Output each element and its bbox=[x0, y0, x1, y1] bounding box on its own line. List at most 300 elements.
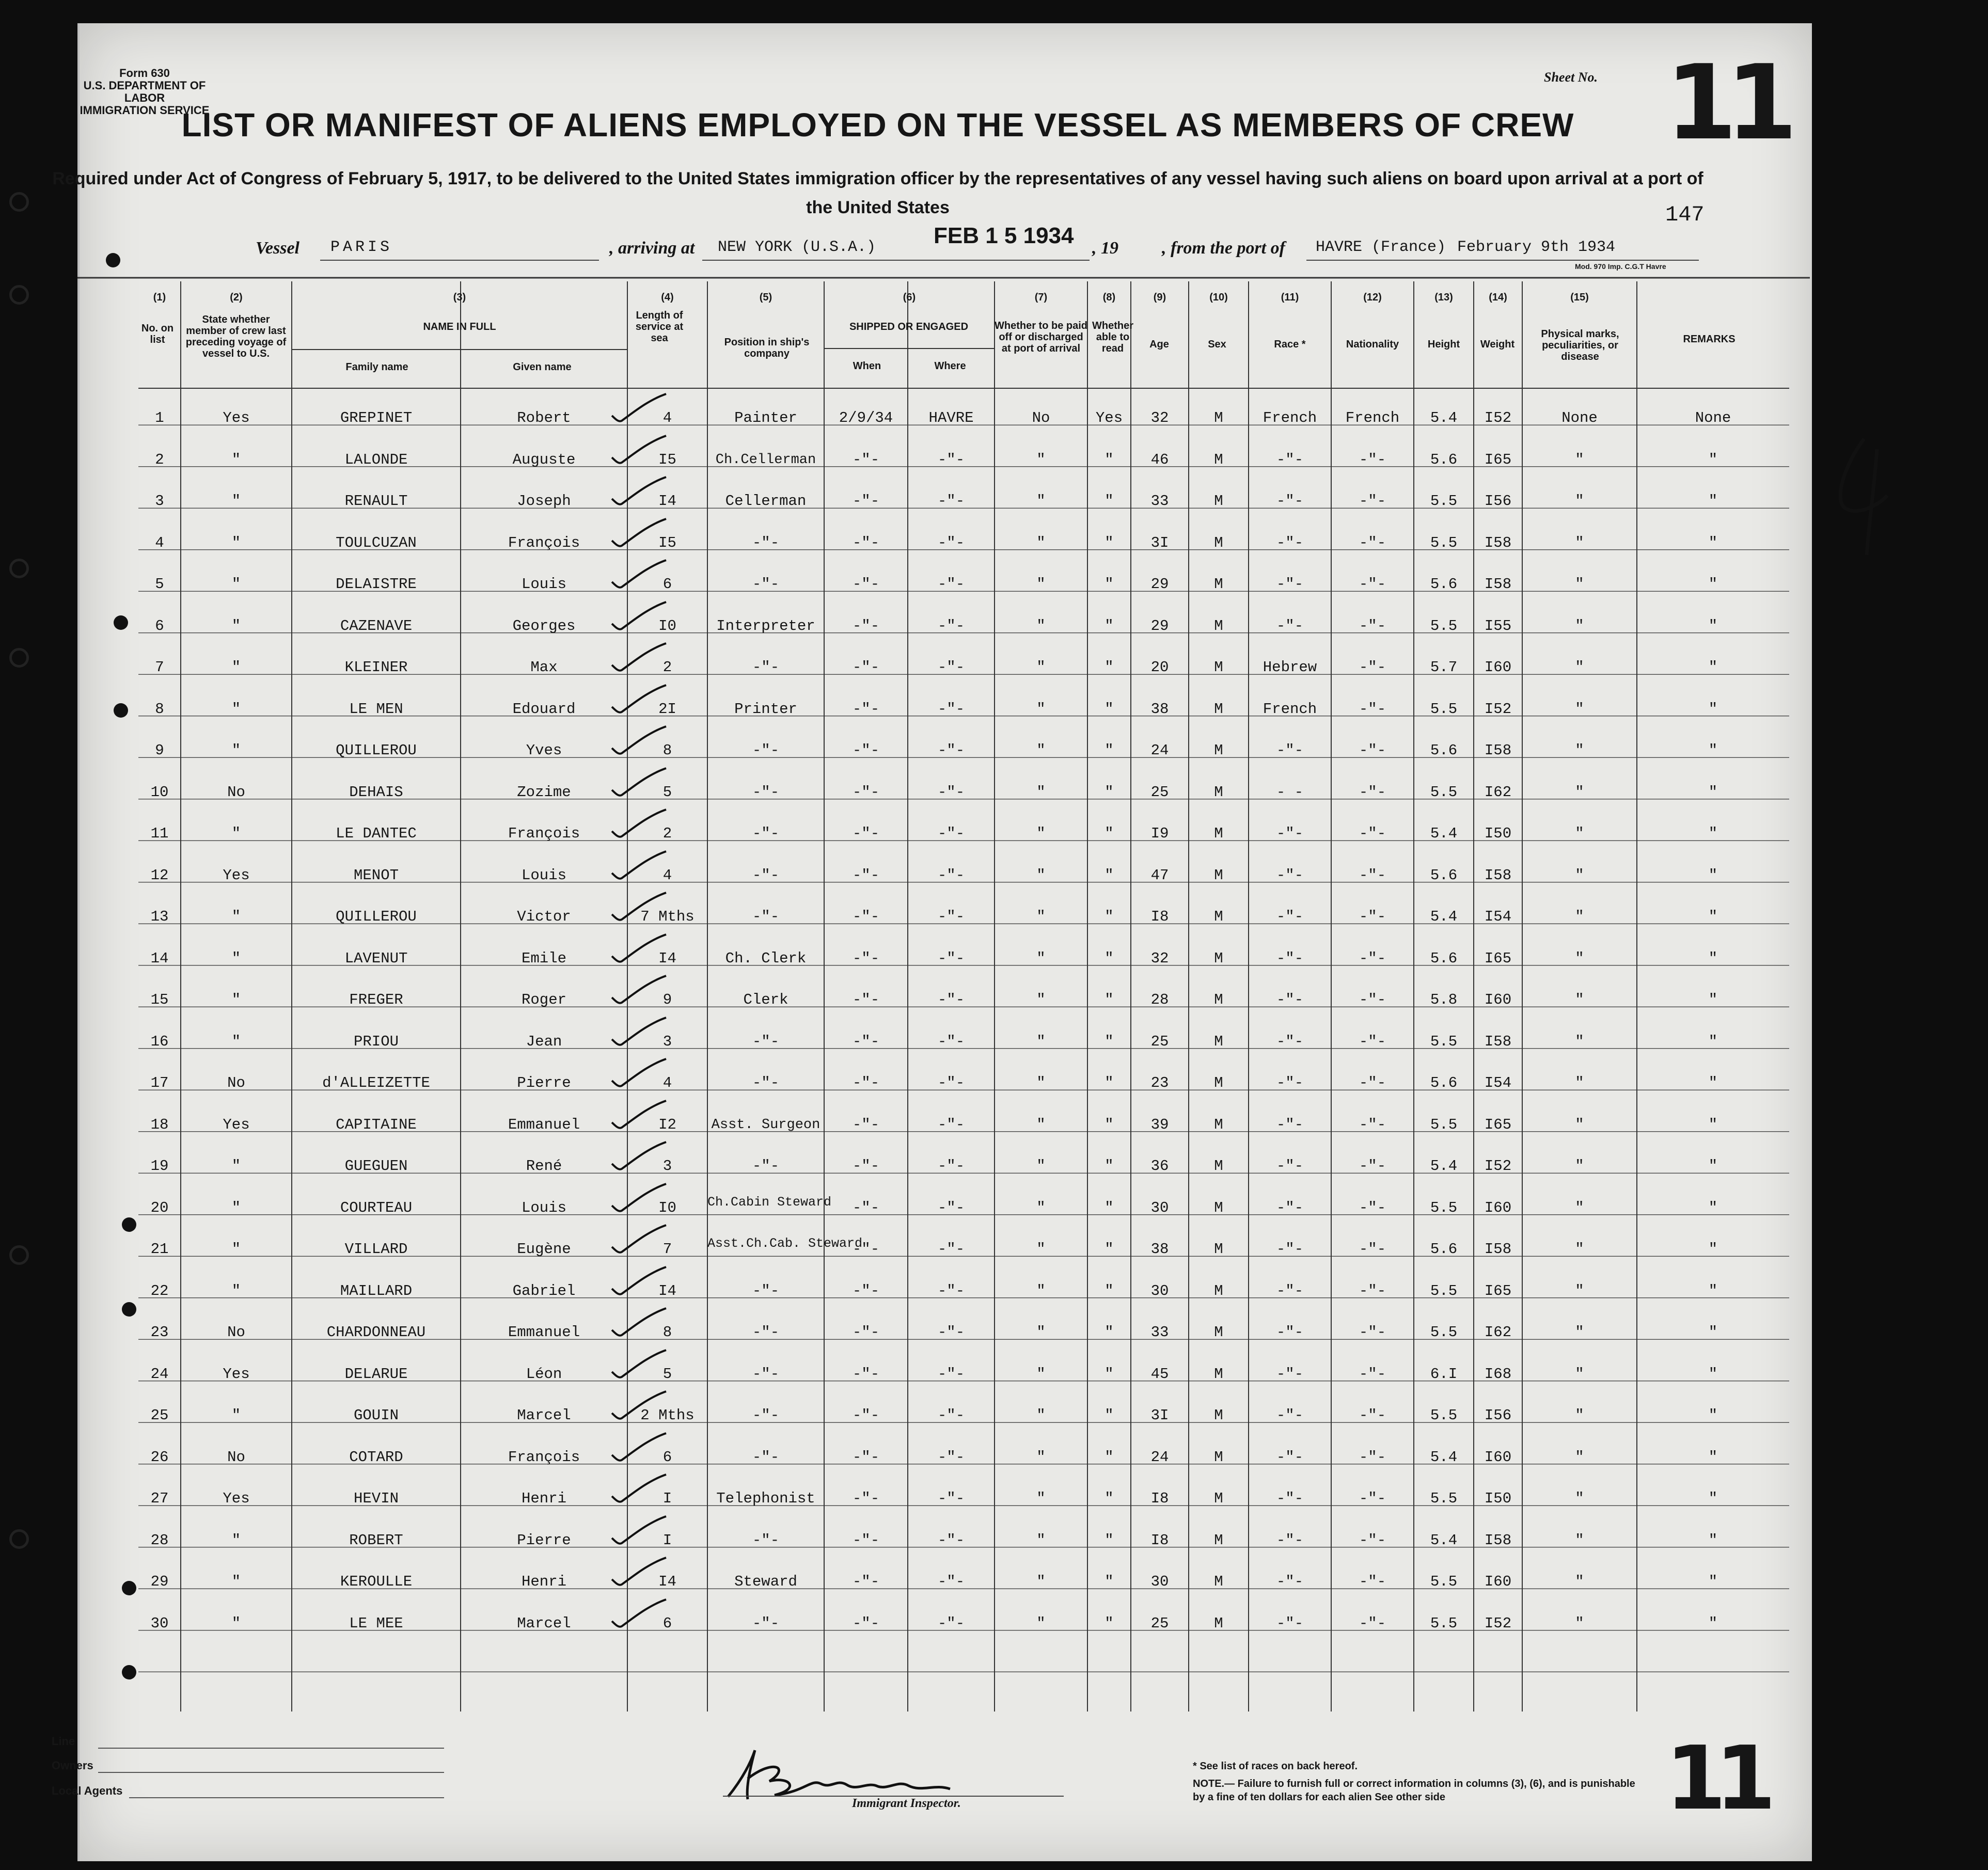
cell-previous-voyage: " bbox=[231, 1241, 241, 1258]
cell-family-name: GUEGUEN bbox=[344, 1158, 408, 1175]
cell-able-to-read: " bbox=[1105, 1282, 1114, 1300]
column-number: (13) bbox=[1434, 292, 1453, 303]
check-mark bbox=[609, 1307, 671, 1343]
header-family-name: Family name bbox=[345, 361, 408, 373]
check-mark bbox=[609, 850, 671, 886]
cell-weight: I65 bbox=[1484, 451, 1512, 468]
cell-age: 47 bbox=[1150, 866, 1169, 884]
cell-previous-voyage: " bbox=[231, 576, 241, 593]
inspector-label: Immigrant Inspector. bbox=[852, 1797, 961, 1810]
cell-sex: M bbox=[1214, 1490, 1223, 1507]
cell-able-to-read: " bbox=[1105, 451, 1114, 468]
cell-position: -"- bbox=[752, 1282, 780, 1300]
cell-row-number: 2 bbox=[155, 451, 164, 468]
cell-remarks: " bbox=[1708, 1448, 1718, 1466]
cell-physical-marks: " bbox=[1575, 1531, 1584, 1549]
cell-able-to-read: " bbox=[1105, 1241, 1114, 1258]
cell-family-name: CAPITAINE bbox=[336, 1116, 417, 1133]
cell-position: -"- bbox=[752, 825, 780, 842]
cell-length-of-service: 3 bbox=[662, 1158, 672, 1175]
cell-age: 46 bbox=[1150, 451, 1169, 468]
cell-paid-off: " bbox=[1036, 1116, 1046, 1133]
cell-family-name: MENOT bbox=[353, 866, 399, 884]
column-number: (12) bbox=[1363, 292, 1382, 303]
cell-remarks: " bbox=[1708, 1324, 1718, 1341]
cell-previous-voyage: " bbox=[231, 1033, 241, 1050]
cell-paid-off: " bbox=[1036, 1531, 1046, 1549]
check-mark bbox=[609, 933, 671, 969]
cell-row-number: 17 bbox=[150, 1074, 169, 1091]
header-name-in-full: NAME IN FULL bbox=[423, 321, 496, 332]
cell-physical-marks: " bbox=[1575, 949, 1584, 967]
cell-paid-off: " bbox=[1036, 1573, 1046, 1590]
cell-length-of-service: I5 bbox=[658, 451, 676, 468]
cell-remarks: " bbox=[1708, 866, 1718, 884]
cell-previous-voyage: Yes bbox=[223, 866, 250, 884]
cell-previous-voyage: Yes bbox=[223, 1365, 250, 1383]
cell-weight: I65 bbox=[1484, 1282, 1512, 1300]
cell-physical-marks: " bbox=[1575, 700, 1584, 718]
cell-nationality: -"- bbox=[1359, 700, 1386, 718]
cell-position: -"- bbox=[752, 866, 780, 884]
cell-height: 5.8 bbox=[1430, 991, 1458, 1008]
check-mark bbox=[609, 1473, 671, 1509]
cell-previous-voyage: No bbox=[227, 1324, 245, 1341]
cell-shipped-where: -"- bbox=[937, 617, 965, 635]
column-number: (9) bbox=[1153, 292, 1166, 303]
cell-age: 38 bbox=[1150, 700, 1169, 718]
cell-able-to-read: " bbox=[1105, 534, 1114, 551]
cell-age: 29 bbox=[1150, 576, 1169, 593]
cell-age: 25 bbox=[1150, 1614, 1169, 1632]
cell-shipped-where: -"- bbox=[937, 1365, 965, 1383]
cell-paid-off: " bbox=[1036, 1033, 1046, 1050]
cell-physical-marks: " bbox=[1575, 1074, 1584, 1091]
cell-race: French bbox=[1263, 700, 1317, 718]
cell-row-number: 18 bbox=[150, 1116, 169, 1133]
header-weight: Weight bbox=[1480, 339, 1515, 350]
line-underline bbox=[98, 1748, 444, 1749]
cell-race: -"- bbox=[1276, 1614, 1304, 1632]
cell-position: -"- bbox=[752, 1448, 780, 1466]
cell-family-name: LE MEE bbox=[349, 1614, 403, 1632]
cell-height: 5.6 bbox=[1430, 949, 1458, 967]
arrival-date-stamp: FEB 1 5 1934 bbox=[934, 223, 1074, 248]
cell-position: Telephonist bbox=[716, 1490, 815, 1507]
header-height: Height bbox=[1427, 339, 1460, 350]
cell-sex: M bbox=[1214, 991, 1223, 1008]
cell-weight: I50 bbox=[1484, 1490, 1512, 1507]
cell-paid-off: No bbox=[1032, 409, 1050, 426]
header-where: Where bbox=[934, 360, 966, 372]
cell-physical-marks: " bbox=[1575, 534, 1584, 551]
cell-sex: M bbox=[1214, 1074, 1223, 1091]
cell-nationality: -"- bbox=[1359, 1614, 1386, 1632]
cell-race: - - bbox=[1276, 783, 1304, 801]
cell-given-name: Marcel bbox=[517, 1614, 571, 1632]
cell-height: 5.6 bbox=[1430, 866, 1458, 884]
cell-length-of-service: I bbox=[662, 1531, 672, 1549]
cell-shipped-when: -"- bbox=[852, 1448, 880, 1466]
owners-label: Owners bbox=[52, 1759, 93, 1772]
cell-given-name: Zozime bbox=[517, 783, 571, 801]
cell-sex: M bbox=[1214, 1531, 1223, 1549]
cell-race: -"- bbox=[1276, 1241, 1304, 1258]
cell-length-of-service: 4 bbox=[662, 1074, 672, 1091]
cell-given-name: Eugène bbox=[517, 1241, 571, 1258]
cell-sex: M bbox=[1214, 1448, 1223, 1466]
page-subtitle: Required under Act of Congress of February 5, 1917, to be delivered to the United States immigration officer by the representatives of any vessel having such aliens on board upon arrival at a port of the United States bbox=[52, 169, 1703, 217]
cell-previous-voyage: " bbox=[231, 1282, 241, 1300]
cell-family-name: FREGER bbox=[349, 991, 403, 1008]
cell-shipped-when: -"- bbox=[852, 1199, 880, 1216]
cell-weight: I52 bbox=[1484, 700, 1512, 718]
cell-row-number: 6 bbox=[155, 617, 164, 635]
cell-previous-voyage: " bbox=[231, 493, 241, 510]
cell-nationality: -"- bbox=[1359, 1490, 1386, 1507]
cell-family-name: TOULCUZAN bbox=[336, 534, 417, 551]
column-number: (10) bbox=[1209, 292, 1228, 303]
cell-shipped-when: -"- bbox=[852, 1033, 880, 1050]
cell-row-number: 20 bbox=[150, 1199, 169, 1216]
cell-remarks: " bbox=[1708, 1199, 1718, 1216]
cell-length-of-service: 3 bbox=[662, 1033, 672, 1050]
cell-remarks: " bbox=[1708, 534, 1718, 551]
cell-age: 32 bbox=[1150, 409, 1169, 426]
check-mark bbox=[609, 1224, 671, 1260]
cell-row-number: 30 bbox=[150, 1614, 169, 1632]
cell-previous-voyage: " bbox=[231, 534, 241, 551]
cell-length-of-service: 5 bbox=[662, 783, 672, 801]
cell-paid-off: " bbox=[1036, 617, 1046, 635]
cell-row-number: 5 bbox=[155, 576, 164, 593]
cell-position: Ch. Clerk bbox=[725, 949, 807, 967]
cell-length-of-service: I0 bbox=[658, 617, 676, 635]
cell-nationality: -"- bbox=[1359, 534, 1386, 551]
cell-position: -"- bbox=[752, 1324, 780, 1341]
cell-family-name: CHARDONNEAU bbox=[326, 1324, 426, 1341]
cell-weight: I58 bbox=[1484, 742, 1512, 759]
cell-paid-off: " bbox=[1036, 659, 1046, 676]
cell-sex: M bbox=[1214, 451, 1223, 468]
cell-shipped-where: -"- bbox=[937, 742, 965, 759]
cell-paid-off: " bbox=[1036, 991, 1046, 1008]
cell-shipped-when: -"- bbox=[852, 1116, 880, 1133]
cell-age: 33 bbox=[1150, 493, 1169, 510]
cell-given-name: Louis bbox=[521, 576, 566, 593]
header-paid-off: Whether to be paid off or discharged at port of arrival bbox=[995, 320, 1087, 354]
cell-height: 5.5 bbox=[1430, 493, 1458, 510]
cell-given-name: Victor bbox=[517, 908, 571, 925]
cell-height: 5.5 bbox=[1430, 1573, 1458, 1590]
cell-shipped-when: -"- bbox=[852, 1531, 880, 1549]
cell-paid-off: " bbox=[1036, 783, 1046, 801]
column-number: (5) bbox=[759, 292, 772, 303]
cell-remarks: " bbox=[1708, 1282, 1718, 1300]
cell-able-to-read: " bbox=[1105, 700, 1114, 718]
check-mark bbox=[609, 642, 671, 678]
cell-nationality: -"- bbox=[1359, 1199, 1386, 1216]
cell-sex: M bbox=[1214, 825, 1223, 842]
cell-position: -"- bbox=[752, 1531, 780, 1549]
check-mark bbox=[609, 684, 671, 720]
cell-age: 25 bbox=[1150, 1033, 1169, 1050]
cell-position: Cellerman bbox=[725, 493, 807, 510]
form-service: IMMIGRATION SERVICE bbox=[80, 104, 210, 117]
cell-able-to-read: " bbox=[1105, 1074, 1114, 1091]
column-number: (8) bbox=[1102, 292, 1116, 303]
check-mark bbox=[609, 517, 671, 553]
owners-underline bbox=[98, 1772, 444, 1773]
cell-previous-voyage: " bbox=[231, 742, 241, 759]
check-mark bbox=[609, 1057, 671, 1094]
cell-length-of-service: 8 bbox=[662, 1324, 672, 1341]
cell-height: 5.5 bbox=[1430, 1282, 1458, 1300]
cell-given-name: François bbox=[508, 1448, 580, 1466]
cell-weight: I54 bbox=[1484, 908, 1512, 925]
cell-position: Clerk bbox=[743, 991, 788, 1008]
cell-race: -"- bbox=[1276, 1531, 1304, 1549]
cell-family-name: MAILLARD bbox=[340, 1282, 413, 1300]
cell-remarks: " bbox=[1708, 1241, 1718, 1258]
cell-given-name: Jean bbox=[526, 1033, 562, 1050]
check-mark bbox=[609, 476, 671, 512]
cell-age: 45 bbox=[1150, 1365, 1169, 1383]
header-when: When bbox=[853, 360, 881, 372]
cell-paid-off: " bbox=[1036, 1490, 1046, 1507]
cell-age: 29 bbox=[1150, 617, 1169, 635]
cell-race: -"- bbox=[1276, 949, 1304, 967]
cell-family-name: DELARUE bbox=[344, 1365, 408, 1383]
cell-previous-voyage: " bbox=[231, 825, 241, 842]
cell-row-number: 26 bbox=[150, 1448, 169, 1466]
cell-height: 5.5 bbox=[1430, 1324, 1458, 1341]
cell-remarks: " bbox=[1708, 1614, 1718, 1632]
cell-paid-off: " bbox=[1036, 1241, 1046, 1258]
cell-remarks: " bbox=[1708, 1573, 1718, 1590]
cell-sex: M bbox=[1214, 949, 1223, 967]
cell-shipped-when: -"- bbox=[852, 617, 880, 635]
cell-remarks: None bbox=[1695, 409, 1731, 426]
cell-paid-off: " bbox=[1036, 1365, 1046, 1383]
cell-family-name: LE MEN bbox=[349, 700, 403, 718]
cell-able-to-read: " bbox=[1105, 1116, 1114, 1133]
cell-age: 36 bbox=[1150, 1158, 1169, 1175]
cell-age: 30 bbox=[1150, 1282, 1169, 1300]
header-remarks: REMARKS bbox=[1683, 334, 1735, 345]
cell-row-number: 27 bbox=[150, 1490, 169, 1507]
cell-able-to-read: " bbox=[1105, 659, 1114, 676]
cell-nationality: -"- bbox=[1359, 1116, 1386, 1133]
cell-nationality: -"- bbox=[1359, 908, 1386, 925]
cell-nationality: -"- bbox=[1359, 1033, 1386, 1050]
cell-shipped-when: -"- bbox=[852, 1407, 880, 1424]
cell-age: 25 bbox=[1150, 783, 1169, 801]
cell-weight: I65 bbox=[1484, 949, 1512, 967]
cell-weight: I50 bbox=[1484, 825, 1512, 842]
check-mark bbox=[609, 1556, 671, 1592]
cell-height: 5.5 bbox=[1430, 1033, 1458, 1050]
cell-nationality: -"- bbox=[1359, 1282, 1386, 1300]
cell-row-number: 28 bbox=[150, 1531, 169, 1549]
cell-able-to-read: Yes bbox=[1095, 409, 1123, 426]
cell-age: 38 bbox=[1150, 1241, 1169, 1258]
cell-remarks: " bbox=[1708, 908, 1718, 925]
cell-sex: M bbox=[1214, 783, 1223, 801]
cell-length-of-service: 2 Mths bbox=[640, 1407, 695, 1424]
cell-height: 5.5 bbox=[1430, 1407, 1458, 1424]
cell-length-of-service: I0 bbox=[658, 1199, 676, 1216]
cell-shipped-where: -"- bbox=[937, 451, 965, 468]
cell-age: 24 bbox=[1150, 1448, 1169, 1466]
cell-family-name: CAZENAVE bbox=[340, 617, 413, 635]
cell-given-name: Robert bbox=[517, 409, 571, 426]
cell-row-number: 19 bbox=[150, 1158, 169, 1175]
cell-given-name: Henri bbox=[521, 1490, 566, 1507]
cell-physical-marks: " bbox=[1575, 1241, 1584, 1258]
column-number: (3) bbox=[453, 292, 466, 303]
cell-length-of-service: 6 bbox=[662, 576, 672, 593]
cell-shipped-where: -"- bbox=[937, 1241, 965, 1258]
cell-position: -"- bbox=[752, 908, 780, 925]
mod-reference: Mod. 970 Imp. C.G.T Havre bbox=[1575, 262, 1666, 271]
cell-family-name: KEROULLE bbox=[340, 1573, 413, 1590]
cell-able-to-read: " bbox=[1105, 1407, 1114, 1424]
cell-position: Ch.Cellerman bbox=[715, 452, 816, 468]
cell-length-of-service: 2 bbox=[662, 825, 672, 842]
cell-age: 33 bbox=[1150, 1324, 1169, 1341]
cell-shipped-where: -"- bbox=[937, 1282, 965, 1300]
cell-shipped-where: -"- bbox=[937, 825, 965, 842]
cell-nationality: -"- bbox=[1359, 1407, 1386, 1424]
header-nationality: Nationality bbox=[1346, 339, 1399, 350]
cell-shipped-when: -"- bbox=[852, 1573, 880, 1590]
cell-sex: M bbox=[1214, 1158, 1223, 1175]
cell-weight: I60 bbox=[1484, 1448, 1512, 1466]
cell-physical-marks: " bbox=[1575, 493, 1584, 510]
cell-shipped-where: -"- bbox=[937, 493, 965, 510]
departure-date: February 9th 1934 bbox=[1457, 239, 1616, 256]
cell-age: 3I bbox=[1150, 534, 1169, 551]
cell-position: Ch.Cabin Steward bbox=[707, 1194, 832, 1210]
check-mark bbox=[609, 1390, 671, 1426]
cell-race: -"- bbox=[1276, 1116, 1304, 1133]
cell-able-to-read: " bbox=[1105, 783, 1114, 801]
cell-given-name: Louis bbox=[521, 1199, 566, 1216]
cell-given-name: Emile bbox=[521, 949, 566, 967]
cell-sex: M bbox=[1214, 1241, 1223, 1258]
cell-given-name: Henri bbox=[521, 1573, 566, 1590]
cell-shipped-where: -"- bbox=[937, 866, 965, 884]
line-label: Line bbox=[52, 1735, 75, 1748]
cell-given-name: Auguste bbox=[512, 451, 576, 468]
cell-physical-marks: " bbox=[1575, 991, 1584, 1008]
cell-row-number: 7 bbox=[155, 659, 164, 676]
cell-paid-off: " bbox=[1036, 1324, 1046, 1341]
cell-weight: I52 bbox=[1484, 1614, 1512, 1632]
cell-length-of-service: I5 bbox=[658, 534, 676, 551]
cell-shipped-where: -"- bbox=[937, 1407, 965, 1424]
cell-previous-voyage: " bbox=[231, 1531, 241, 1549]
cell-race: -"- bbox=[1276, 576, 1304, 593]
cell-position: -"- bbox=[752, 534, 780, 551]
cell-length-of-service: 6 bbox=[662, 1614, 672, 1632]
cell-shipped-where: -"- bbox=[937, 1199, 965, 1216]
cell-able-to-read: " bbox=[1105, 1033, 1114, 1050]
check-mark bbox=[609, 1515, 671, 1551]
cell-length-of-service: I2 bbox=[658, 1116, 676, 1133]
cell-sex: M bbox=[1214, 1614, 1223, 1632]
fine-note: NOTE.— Failure to furnish full or correct information in columns (3), (6), and is punishable by a fine of ten dollars for each alien See other side bbox=[1193, 1778, 1635, 1803]
cell-physical-marks: " bbox=[1575, 1490, 1584, 1507]
arriving-label: , arriving at bbox=[609, 239, 695, 258]
cell-shipped-when: -"- bbox=[852, 493, 880, 510]
cell-weight: I58 bbox=[1484, 1531, 1512, 1549]
cell-weight: I65 bbox=[1484, 1116, 1512, 1133]
cell-remarks: " bbox=[1708, 659, 1718, 676]
cell-shipped-when: -"- bbox=[852, 1365, 880, 1383]
cell-remarks: " bbox=[1708, 949, 1718, 967]
cell-paid-off: " bbox=[1036, 1614, 1046, 1632]
cell-shipped-where: -"- bbox=[937, 1614, 965, 1632]
cell-sex: M bbox=[1214, 617, 1223, 635]
cell-physical-marks: " bbox=[1575, 1158, 1584, 1175]
cell-row-number: 16 bbox=[150, 1033, 169, 1050]
cell-shipped-when: -"- bbox=[852, 1241, 880, 1258]
cell-age: I8 bbox=[1150, 1490, 1169, 1507]
cell-sex: M bbox=[1214, 493, 1223, 510]
cell-remarks: " bbox=[1708, 742, 1718, 759]
local-agents-label: Local Agents bbox=[52, 1784, 123, 1797]
cell-able-to-read: " bbox=[1105, 493, 1114, 510]
cell-sex: M bbox=[1214, 866, 1223, 884]
cell-length-of-service: 9 bbox=[662, 991, 672, 1008]
cell-physical-marks: " bbox=[1575, 1324, 1584, 1341]
cell-race: -"- bbox=[1276, 1490, 1304, 1507]
cell-family-name: QUILLEROU bbox=[336, 908, 417, 925]
column-number: (1) bbox=[153, 292, 166, 303]
cell-sex: M bbox=[1214, 1407, 1223, 1424]
cell-previous-voyage: " bbox=[231, 1407, 241, 1424]
cell-weight: I52 bbox=[1484, 409, 1512, 426]
cell-nationality: -"- bbox=[1359, 1448, 1386, 1466]
cell-race: -"- bbox=[1276, 908, 1304, 925]
cell-height: 5.6 bbox=[1430, 1074, 1458, 1091]
check-mark bbox=[609, 1140, 671, 1177]
column-number: (2) bbox=[230, 292, 243, 303]
sheet-number: 11 bbox=[1665, 43, 1787, 163]
cell-position: -"- bbox=[752, 1158, 780, 1175]
cell-nationality: -"- bbox=[1359, 1074, 1386, 1091]
cell-shipped-where: -"- bbox=[937, 1324, 965, 1341]
cell-height: 5.4 bbox=[1430, 409, 1458, 426]
cell-weight: I58 bbox=[1484, 576, 1512, 593]
cell-sex: M bbox=[1214, 659, 1223, 676]
agents-underline bbox=[129, 1797, 444, 1798]
cell-position: -"- bbox=[752, 1033, 780, 1050]
cell-weight: I52 bbox=[1484, 1158, 1512, 1175]
cell-shipped-when: -"- bbox=[852, 949, 880, 967]
cell-length-of-service: I4 bbox=[658, 1573, 676, 1590]
header-state-whether: State whether member of crew last preceding voyage of vessel to U.S. bbox=[185, 314, 287, 359]
cell-shipped-where: -"- bbox=[937, 576, 965, 593]
cell-paid-off: " bbox=[1036, 949, 1046, 967]
cell-shipped-when: -"- bbox=[852, 1614, 880, 1632]
cell-age: I9 bbox=[1150, 825, 1169, 842]
cell-height: 5.5 bbox=[1430, 1490, 1458, 1507]
check-mark bbox=[609, 1349, 671, 1385]
cell-race: -"- bbox=[1276, 991, 1304, 1008]
